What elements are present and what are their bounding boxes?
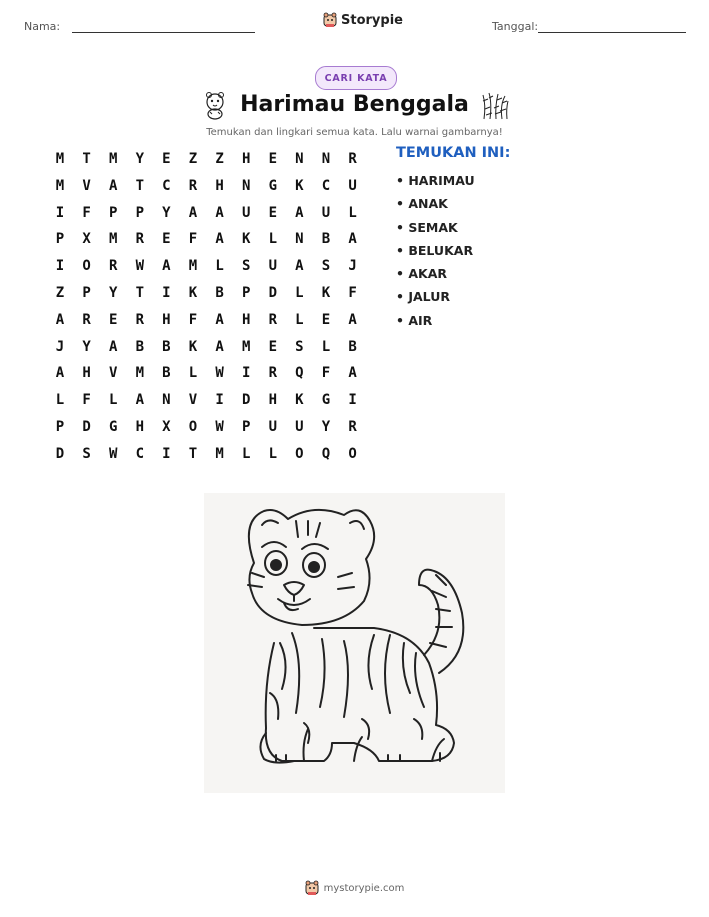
grid-letter[interactable]: U bbox=[268, 419, 278, 435]
grid-letter[interactable]: U bbox=[295, 419, 304, 435]
grid-letter[interactable]: P bbox=[82, 285, 91, 301]
grid-letter[interactable]: E bbox=[162, 151, 171, 167]
grid-letter[interactable]: L bbox=[268, 445, 278, 462]
grid-letter[interactable]: H bbox=[162, 311, 171, 328]
grid-letter[interactable]: H bbox=[241, 311, 251, 328]
grid-letter[interactable]: N bbox=[241, 177, 251, 194]
grid-letter[interactable]: R bbox=[135, 311, 145, 328]
grid-letter[interactable]: J bbox=[55, 338, 65, 355]
grid-letter[interactable]: I bbox=[162, 445, 171, 462]
storypie-mascot-icon bbox=[323, 12, 337, 28]
grid-letter[interactable]: Z bbox=[215, 151, 224, 167]
grid-letter[interactable]: P bbox=[135, 204, 145, 221]
grid-letter[interactable]: A bbox=[215, 204, 224, 221]
grid-letter[interactable]: E bbox=[108, 311, 118, 328]
grid-letter[interactable]: L bbox=[295, 285, 304, 301]
grid-letter[interactable]: A bbox=[55, 365, 65, 382]
grid-letter[interactable]: R bbox=[108, 258, 118, 275]
word-list-title: TEMUKAN INI: bbox=[396, 145, 511, 161]
grid-letter[interactable]: O bbox=[295, 445, 304, 462]
grid-letter[interactable]: P bbox=[241, 419, 251, 435]
grid-letter[interactable]: M bbox=[108, 231, 118, 248]
grid-letter[interactable]: R bbox=[188, 177, 198, 194]
grid-letter[interactable]: M bbox=[215, 445, 224, 462]
word-list-item: • BELUKAR bbox=[396, 241, 475, 264]
grid-letter[interactable]: E bbox=[162, 231, 171, 248]
grid-letter[interactable]: R bbox=[268, 365, 278, 382]
grid-letter[interactable]: T bbox=[135, 285, 145, 301]
grid-letter[interactable]: A bbox=[55, 311, 65, 328]
grid-letter[interactable]: L bbox=[108, 392, 118, 409]
grid-letter[interactable]: A bbox=[348, 311, 357, 328]
grid-letter[interactable]: H bbox=[215, 177, 224, 194]
grid-letter[interactable]: A bbox=[215, 338, 224, 355]
grid-letter[interactable]: K bbox=[188, 338, 198, 355]
grid-letter[interactable]: I bbox=[348, 392, 357, 409]
grid-letter[interactable]: K bbox=[321, 285, 331, 301]
grid-letter[interactable]: A bbox=[135, 392, 145, 409]
grid-letter[interactable]: M bbox=[135, 365, 145, 382]
grid-letter[interactable]: H bbox=[82, 365, 91, 382]
grid-letter[interactable]: F bbox=[188, 231, 198, 248]
brand-logo bbox=[323, 12, 403, 28]
name-line[interactable] bbox=[72, 32, 255, 33]
grid-letter[interactable]: L bbox=[188, 365, 198, 382]
grid-letter[interactable]: F bbox=[188, 311, 198, 328]
grid-letter[interactable]: A bbox=[295, 258, 304, 275]
grid-letter[interactable]: L bbox=[215, 258, 224, 275]
grid-letter[interactable]: H bbox=[241, 151, 251, 167]
grid-letter[interactable]: R bbox=[348, 419, 357, 435]
grid-letter[interactable]: B bbox=[348, 338, 357, 355]
grid-letter[interactable]: Y bbox=[162, 204, 171, 221]
grid-letter[interactable]: P bbox=[55, 231, 65, 248]
grid-letter[interactable]: A bbox=[348, 365, 357, 382]
grid-letter[interactable]: N bbox=[162, 392, 171, 409]
grid-letter[interactable]: B bbox=[162, 365, 171, 382]
grid-letter[interactable]: Y bbox=[108, 285, 118, 301]
word-list-item: • HARIMAU bbox=[396, 171, 475, 194]
page-title: Harimau Benggala bbox=[240, 92, 469, 117]
grid-letter[interactable]: H bbox=[268, 392, 278, 409]
grid-letter[interactable]: C bbox=[135, 445, 145, 462]
date-line[interactable] bbox=[538, 32, 686, 33]
grid-letter[interactable]: T bbox=[188, 445, 198, 462]
grid-letter[interactable]: G bbox=[268, 177, 278, 194]
grid-letter[interactable]: Y bbox=[82, 338, 91, 355]
grid-letter[interactable]: W bbox=[108, 445, 118, 462]
grid-letter[interactable]: L bbox=[268, 231, 278, 248]
grid-letter[interactable]: X bbox=[162, 419, 171, 435]
grid-letter[interactable]: A bbox=[348, 231, 357, 248]
grid-letter[interactable]: V bbox=[108, 365, 118, 382]
grid-letter[interactable]: A bbox=[215, 311, 224, 328]
grid-letter[interactable]: T bbox=[82, 151, 91, 167]
word-list-item: • ANAK bbox=[396, 194, 475, 217]
grid-letter[interactable]: A bbox=[188, 204, 198, 221]
grid-letter[interactable]: I bbox=[55, 204, 65, 221]
grid-letter[interactable]: A bbox=[108, 338, 118, 355]
grid-letter[interactable]: S bbox=[295, 338, 304, 355]
grid-letter[interactable]: H bbox=[135, 419, 145, 435]
grid-letter[interactable]: I bbox=[55, 258, 65, 275]
grid-letter[interactable]: I bbox=[162, 285, 171, 301]
grid-letter[interactable]: W bbox=[215, 419, 224, 435]
grid-letter[interactable]: K bbox=[241, 231, 251, 248]
name-label: Nama: bbox=[24, 20, 61, 33]
footer bbox=[0, 880, 709, 896]
grid-letter[interactable]: M bbox=[108, 151, 118, 167]
grid-letter[interactable]: B bbox=[162, 338, 171, 355]
grid-letter[interactable]: F bbox=[321, 365, 331, 382]
grid-letter[interactable]: M bbox=[241, 338, 251, 355]
instructions: Temukan dan lingkari semua kata. Lalu warnai gambarnya! bbox=[206, 127, 503, 138]
grid-letter[interactable]: D bbox=[55, 445, 65, 462]
grid-letter[interactable]: L bbox=[321, 338, 331, 355]
grid-letter[interactable]: C bbox=[321, 177, 331, 194]
word-list-item: • JALUR bbox=[396, 287, 475, 310]
grid-letter[interactable]: A bbox=[162, 258, 171, 275]
grid-letter[interactable]: U bbox=[321, 204, 331, 221]
grid-letter[interactable]: W bbox=[135, 258, 145, 275]
grid-letter[interactable]: Q bbox=[321, 445, 331, 462]
grid-letter[interactable]: R bbox=[268, 311, 278, 328]
grid-letter[interactable]: O bbox=[82, 258, 91, 275]
grid-letter[interactable]: G bbox=[108, 419, 118, 435]
word-list-item: • SEMAK bbox=[396, 218, 475, 241]
grid-letter[interactable]: A bbox=[215, 231, 224, 248]
grid-letter[interactable]: B bbox=[321, 231, 331, 248]
grid-letter[interactable]: Y bbox=[135, 151, 145, 167]
grid-letter[interactable]: J bbox=[348, 258, 357, 275]
grid-letter[interactable]: N bbox=[295, 151, 304, 167]
grid-letter[interactable]: W bbox=[215, 365, 224, 382]
grid-letter[interactable]: U bbox=[268, 258, 278, 275]
grid-letter[interactable]: O bbox=[188, 419, 198, 435]
grid-letter[interactable]: V bbox=[188, 392, 198, 409]
grid-letter[interactable]: I bbox=[215, 392, 224, 409]
category-badge: CARI KATA bbox=[315, 66, 397, 90]
grid-letter[interactable]: Y bbox=[321, 419, 331, 435]
grid-letter[interactable]: K bbox=[295, 177, 304, 194]
word-list-item: • AIR bbox=[396, 311, 475, 334]
grid-letter[interactable]: P bbox=[241, 285, 251, 301]
grid-letter[interactable]: K bbox=[295, 392, 304, 409]
footer-url[interactable]: mystorypie.com bbox=[323, 882, 405, 894]
grid-letter[interactable]: E bbox=[268, 151, 278, 167]
grid-letter[interactable]: M bbox=[55, 177, 65, 194]
grid-letter[interactable]: F bbox=[348, 285, 357, 301]
grid-letter[interactable]: X bbox=[82, 231, 91, 248]
grid-letter[interactable]: D bbox=[241, 392, 251, 409]
grid-letter[interactable]: E bbox=[268, 338, 278, 355]
grid-letter[interactable]: S bbox=[241, 258, 251, 275]
grid-letter[interactable]: Z bbox=[188, 151, 198, 167]
grid-letter[interactable]: D bbox=[268, 285, 278, 301]
grid-letter[interactable]: N bbox=[321, 151, 331, 167]
grid-letter[interactable]: U bbox=[241, 204, 251, 221]
grid-letter[interactable]: R bbox=[135, 231, 145, 248]
grid-letter[interactable]: I bbox=[241, 365, 251, 382]
grid-letter[interactable]: R bbox=[348, 151, 357, 167]
jungle-plant-icon bbox=[480, 91, 510, 121]
tiger-coloring-image[interactable] bbox=[204, 493, 505, 793]
grid-letter[interactable]: V bbox=[82, 177, 91, 194]
grid-letter[interactable]: O bbox=[348, 445, 357, 462]
grid-letter[interactable]: T bbox=[135, 177, 145, 194]
grid-letter[interactable]: N bbox=[295, 231, 304, 248]
grid-letter[interactable]: R bbox=[82, 311, 91, 328]
grid-letter[interactable]: G bbox=[321, 392, 331, 409]
grid-letter[interactable]: L bbox=[241, 445, 251, 462]
brand-name: Storypie bbox=[341, 12, 403, 28]
storypie-mascot-icon bbox=[305, 880, 319, 896]
grid-letter[interactable]: B bbox=[215, 285, 224, 301]
grid-letter[interactable]: P bbox=[55, 419, 65, 435]
grid-letter[interactable]: E bbox=[321, 311, 331, 328]
grid-letter[interactable]: A bbox=[295, 204, 304, 221]
grid-letter[interactable]: M bbox=[55, 151, 65, 167]
grid-letter[interactable]: P bbox=[108, 204, 118, 221]
grid-letter[interactable]: Z bbox=[55, 285, 65, 301]
grid-letter[interactable]: F bbox=[82, 204, 91, 221]
grid-letter[interactable]: U bbox=[348, 177, 357, 194]
grid-letter[interactable]: A bbox=[108, 177, 118, 194]
word-list bbox=[396, 171, 475, 334]
grid-letter[interactable]: E bbox=[268, 204, 278, 221]
grid-letter[interactable]: M bbox=[188, 258, 198, 275]
grid-letter[interactable]: L bbox=[348, 204, 357, 221]
grid-letter[interactable]: L bbox=[295, 311, 304, 328]
grid-letter[interactable]: B bbox=[135, 338, 145, 355]
grid-letter[interactable]: C bbox=[162, 177, 171, 194]
date-label: Tanggal: bbox=[492, 20, 539, 33]
tiger-illustration bbox=[204, 493, 505, 793]
word-list-item: • AKAR bbox=[396, 264, 475, 287]
grid-letter[interactable]: S bbox=[82, 445, 91, 462]
grid-letter[interactable]: Q bbox=[295, 365, 304, 382]
grid-letter[interactable]: S bbox=[321, 258, 331, 275]
grid-letter[interactable]: K bbox=[188, 285, 198, 301]
grid-letter[interactable]: D bbox=[82, 419, 91, 435]
grid-letter[interactable]: L bbox=[55, 392, 65, 409]
grid-letter[interactable]: F bbox=[82, 392, 91, 409]
